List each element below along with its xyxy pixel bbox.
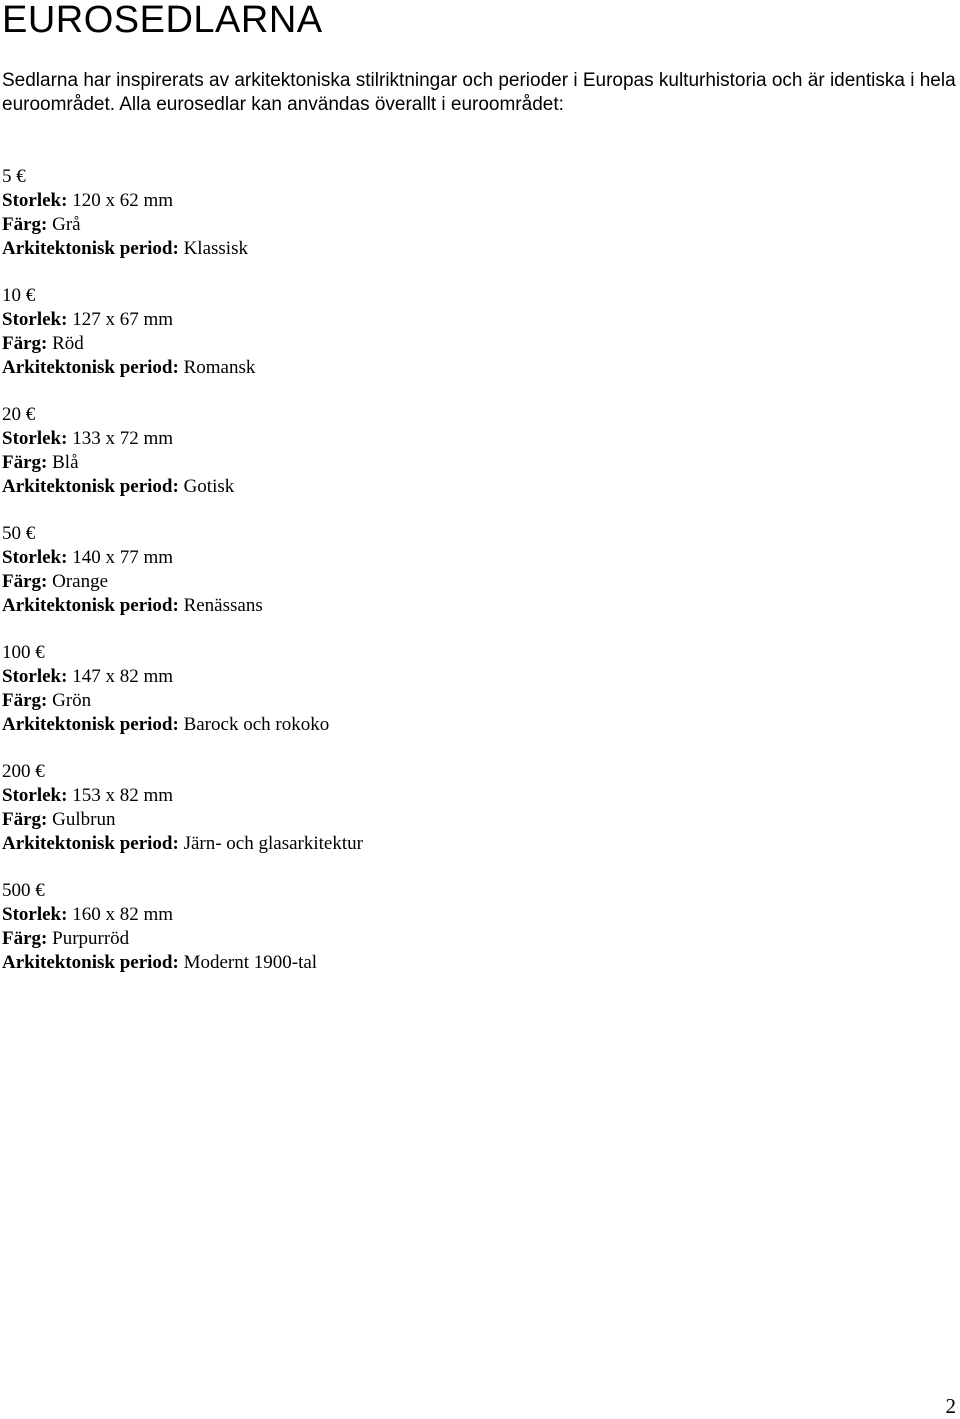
period-value: Järn- och glasarkitektur (183, 833, 363, 854)
color-value: Grå (52, 214, 81, 235)
banknote-list (2, 165, 902, 998)
banknote-20 (2, 403, 902, 499)
period-value: Gotisk (183, 476, 235, 497)
size-label: Storlek: (2, 428, 68, 449)
banknote-100 (2, 641, 902, 737)
color-label: Färg: (2, 333, 48, 354)
size-value: 140 x 77 mm (72, 547, 173, 568)
color-label: Färg: (2, 452, 48, 473)
period-label: Arkitektonisk period: (2, 833, 179, 854)
period-label: Arkitektonisk period: (2, 238, 179, 259)
period-value: Klassisk (183, 238, 248, 259)
color-value: Röd (52, 333, 84, 354)
size-label: Storlek: (2, 547, 68, 568)
denomination: 20 € (2, 404, 36, 425)
color-value: Gulbrun (52, 809, 116, 830)
size-value: 133 x 72 mm (72, 428, 173, 449)
size-value: 127 x 67 mm (72, 309, 173, 330)
size-value: 120 x 62 mm (72, 190, 173, 211)
size-label: Storlek: (2, 309, 68, 330)
denomination: 5 € (2, 166, 26, 187)
period-label: Arkitektonisk period: (2, 595, 179, 616)
denomination: 500 € (2, 880, 45, 901)
color-label: Färg: (2, 214, 48, 235)
color-value: Blå (52, 452, 79, 473)
size-label: Storlek: (2, 904, 68, 925)
period-value: Romansk (183, 357, 256, 378)
period-value: Barock och rokoko (183, 714, 330, 735)
page-number: 2 (945, 1394, 956, 1418)
color-label: Färg: (2, 809, 48, 830)
period-label: Arkitektonisk period: (2, 357, 179, 378)
color-label: Färg: (2, 571, 48, 592)
denomination: 100 € (2, 642, 45, 663)
denomination: 200 € (2, 761, 45, 782)
period-value: Modernt 1900-tal (183, 952, 318, 973)
period-label: Arkitektonisk period: (2, 714, 179, 735)
size-value: 153 x 82 mm (72, 785, 173, 806)
color-value: Orange (52, 571, 109, 592)
page-title: EUROSEDLARNA (2, 0, 323, 41)
banknote-500 (2, 879, 902, 975)
color-value: Grön (52, 690, 92, 711)
size-label: Storlek: (2, 785, 68, 806)
period-label: Arkitektonisk period: (2, 476, 179, 497)
size-value: 160 x 82 mm (72, 904, 173, 925)
period-value: Renässans (183, 595, 263, 616)
color-value: Purpurröd (52, 928, 130, 949)
color-label: Färg: (2, 690, 48, 711)
size-value: 147 x 82 mm (72, 666, 173, 687)
size-label: Storlek: (2, 666, 68, 687)
intro-paragraph: Sedlarna har inspirerats av arkitektoniska stilriktningar och perioder i Europas kulturhistoria och är identiska i hela euroområdet. Alla eurosedlar kan användas överallt i euroområdet: (2, 70, 956, 115)
color-label: Färg: (2, 928, 48, 949)
banknote-50 (2, 522, 902, 618)
period-label: Arkitektonisk period: (2, 952, 179, 973)
banknote-5 (2, 165, 902, 261)
denomination: 50 € (2, 523, 36, 544)
banknote-10 (2, 284, 902, 380)
size-label: Storlek: (2, 190, 68, 211)
denomination: 10 € (2, 285, 36, 306)
banknote-200 (2, 760, 902, 856)
